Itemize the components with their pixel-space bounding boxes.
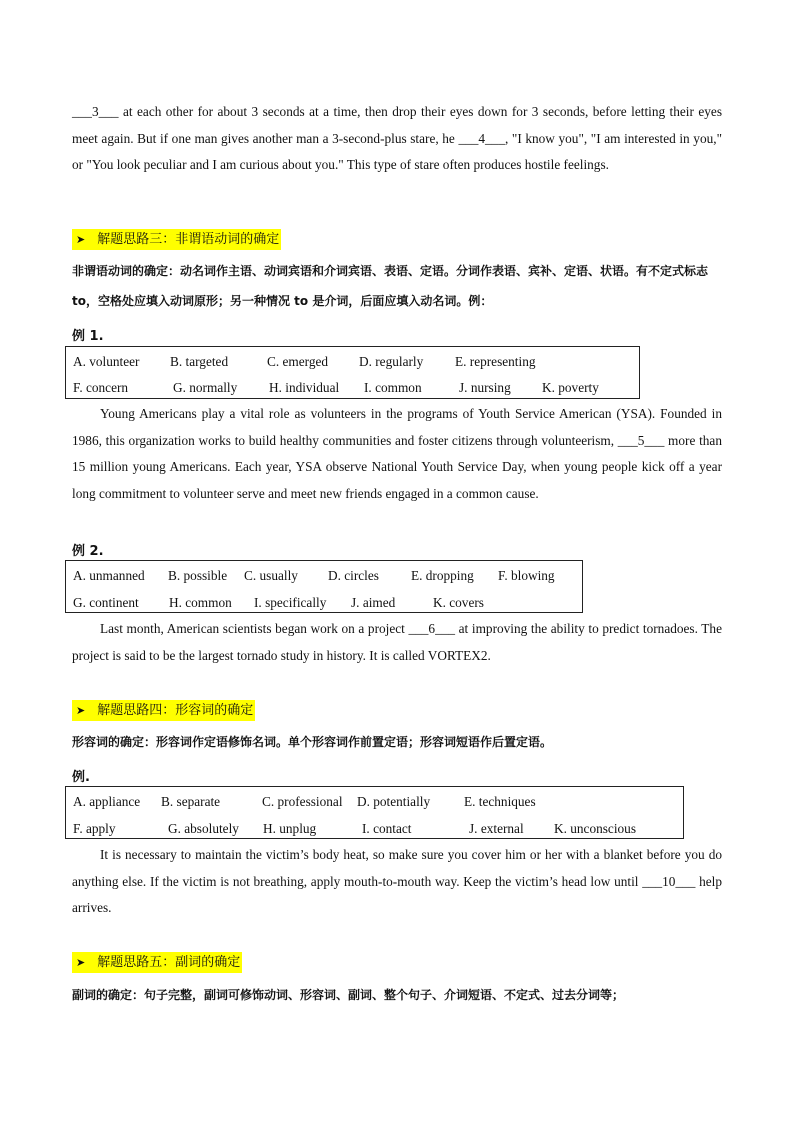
option: I. common bbox=[364, 380, 422, 395]
section-5-heading bbox=[72, 952, 242, 973]
option: B. targeted bbox=[170, 354, 229, 369]
option: A. unmanned bbox=[73, 568, 145, 583]
example-3-passage bbox=[72, 842, 722, 922]
example-2-passage bbox=[72, 616, 722, 669]
example-2-text-1: Last month, American scientists began work on a project bbox=[100, 621, 409, 636]
option: G. absolutely bbox=[168, 821, 239, 836]
section-4-heading bbox=[72, 700, 255, 721]
option: B. separate bbox=[161, 794, 221, 809]
option: D. circles bbox=[328, 568, 379, 583]
options-row bbox=[66, 815, 683, 842]
example-1-text-1: Young Americans play a vital role as volunteers in the programs of Youth Service American (YSA). Founded in 1986, this organization works to build healthy communities and foster citizens through volunteerism, bbox=[72, 406, 722, 448]
option: A. volunteer bbox=[73, 354, 140, 369]
option: B. possible bbox=[168, 568, 228, 583]
arrow-bullet-icon: ➤ bbox=[76, 956, 86, 969]
option: H. common bbox=[169, 595, 232, 610]
option: J. nursing bbox=[459, 380, 511, 395]
option: F. apply bbox=[73, 821, 116, 836]
option: J. external bbox=[469, 821, 524, 836]
option: C. usually bbox=[244, 568, 298, 583]
option: E. dropping bbox=[411, 568, 474, 583]
passage-top bbox=[72, 99, 722, 179]
example-3-text-1: It is necessary to maintain the victim’s body heat, so make sure you cover him or her with a blanket before you do anything else. If the victim is not breathing, apply mouth-to-mouth way. Keep the victim’s head low until bbox=[72, 847, 722, 889]
section-4-heading-text: 解题思路四：形容词的确定 bbox=[97, 703, 254, 718]
option: F. blowing bbox=[498, 568, 555, 583]
option: A. appliance bbox=[73, 794, 141, 809]
option: H. unplug bbox=[263, 821, 317, 836]
section-3-note: 非谓语动词的确定：动名词作主语、动词宾语和介词宾语、表语、定语。分词作表语、宾补、定语、状语。有不定式标志 to，空格处应填入动词原形；另一种情况 to 是介词，后面应填入动名词。例： bbox=[72, 264, 709, 308]
options-row bbox=[66, 374, 639, 401]
blank-6: ___6___ bbox=[408, 621, 456, 636]
option: F. concern bbox=[73, 380, 129, 395]
example-3-label: 例. bbox=[72, 770, 90, 785]
section-5-note: 副词的确定：句子完整，副词可修饰动词、形容词、副词、整个句子、介词短语、不定式、过去分词等； bbox=[72, 988, 625, 1002]
option: C. professional bbox=[262, 794, 343, 809]
option: D. regularly bbox=[359, 354, 424, 369]
example-2-label: 例 2. bbox=[72, 544, 104, 559]
blank-4: ___4___ bbox=[458, 130, 505, 146]
section-5-heading-text: 解题思路五：副词的确定 bbox=[97, 955, 241, 970]
options-row bbox=[66, 788, 683, 815]
arrow-bullet-icon: ➤ bbox=[76, 704, 86, 717]
options-row bbox=[66, 589, 582, 616]
section-3-heading bbox=[72, 229, 281, 250]
option: E. representing bbox=[455, 354, 536, 369]
option: I. specifically bbox=[254, 595, 327, 610]
option: I. contact bbox=[362, 821, 412, 836]
example-2-text-2: at improving the ability to predict tornadoes. The project is said to be the largest tornado study in history. It is called VORTEX2. bbox=[72, 621, 722, 663]
options-row bbox=[66, 562, 582, 589]
option: C. emerged bbox=[267, 354, 329, 369]
option: K. poverty bbox=[542, 380, 599, 395]
option: K. unconscious bbox=[554, 821, 636, 836]
option: E. techniques bbox=[464, 794, 536, 809]
example-1-label: 例 1. bbox=[72, 329, 104, 344]
option: J. aimed bbox=[351, 595, 396, 610]
option: G. normally bbox=[173, 380, 238, 395]
example-1-passage bbox=[72, 401, 722, 507]
example-3-text-2: help arrives. bbox=[72, 873, 723, 915]
option: D. potentially bbox=[357, 794, 431, 809]
passage-top-text-2: , "I know you", "I am interested in you," or "You look peculiar and I am curious about you." This type of stare often produces hostile feelings. bbox=[72, 130, 722, 172]
section-4-note: 形容词的确定：形容词作定语修饰名词。单个形容词作前置定语；形容词短语作后置定语。 bbox=[72, 735, 553, 749]
option: G. continent bbox=[73, 595, 139, 610]
section-3-heading-text: 解题思路三：非谓语动词的确定 bbox=[97, 232, 280, 247]
blank-5: ___5___ bbox=[617, 432, 665, 448]
example-2-options bbox=[65, 560, 583, 613]
example-1-options bbox=[65, 346, 640, 399]
passage-top-text-1: at each other for about 3 seconds at a time, then drop their eyes down for 3 seconds, before letting their eyes meet again. But if one man gives another man a 3-second-plus stare, he bbox=[72, 104, 722, 146]
arrow-bullet-icon: ➤ bbox=[76, 233, 86, 246]
option: K. covers bbox=[433, 595, 484, 610]
blank-3: ___3___ bbox=[72, 104, 119, 119]
example-1-text-2: more than 15 million young Americans. Each year, YSA observe National Youth Service Day, when young people kick off a year long commitment to volunteer serve and meet new friends engaged in a common cause. bbox=[72, 432, 722, 501]
options-row bbox=[66, 348, 639, 375]
example-3-options bbox=[65, 786, 684, 839]
blank-10: ___10___ bbox=[642, 873, 696, 889]
option: H. individual bbox=[269, 380, 340, 395]
